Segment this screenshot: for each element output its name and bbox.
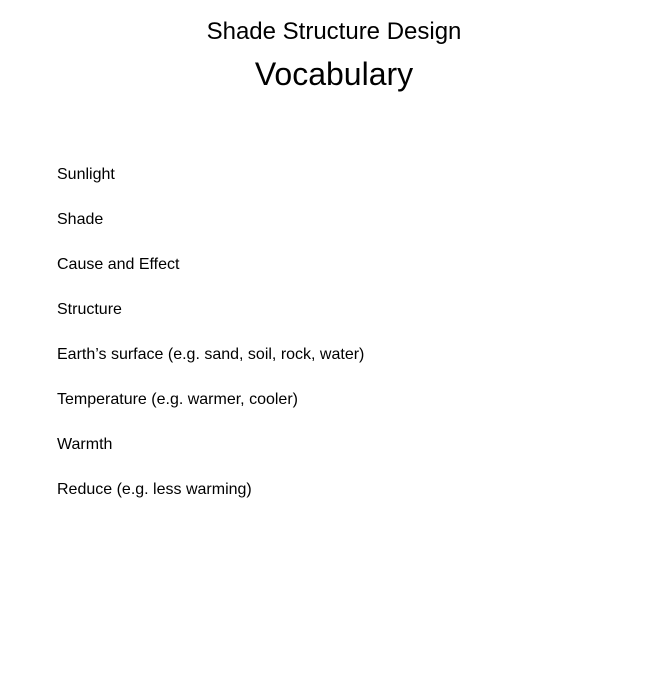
vocabulary-list [57,164,364,524]
vocabulary-term-cause-and-effect: Cause and Effect [57,256,180,273]
vocabulary-term-shade: Shade [57,211,104,228]
vocabulary-term-structure: Structure [57,301,122,318]
vocabulary-term-sunlight: Sunlight [57,166,115,183]
vocabulary-term-earths-surface: Earth’s surface (e.g. sand, soil, rock, water) [57,346,365,363]
document-subtitle: Shade Structure Design [206,18,462,45]
page-title: Vocabulary [254,56,414,92]
vocabulary-term-warmth: Warmth [57,436,113,453]
vocabulary-term-temperature: Temperature (e.g. warmer, cooler) [57,391,298,408]
vocabulary-term-reduce: Reduce (e.g. less warming) [57,481,252,498]
